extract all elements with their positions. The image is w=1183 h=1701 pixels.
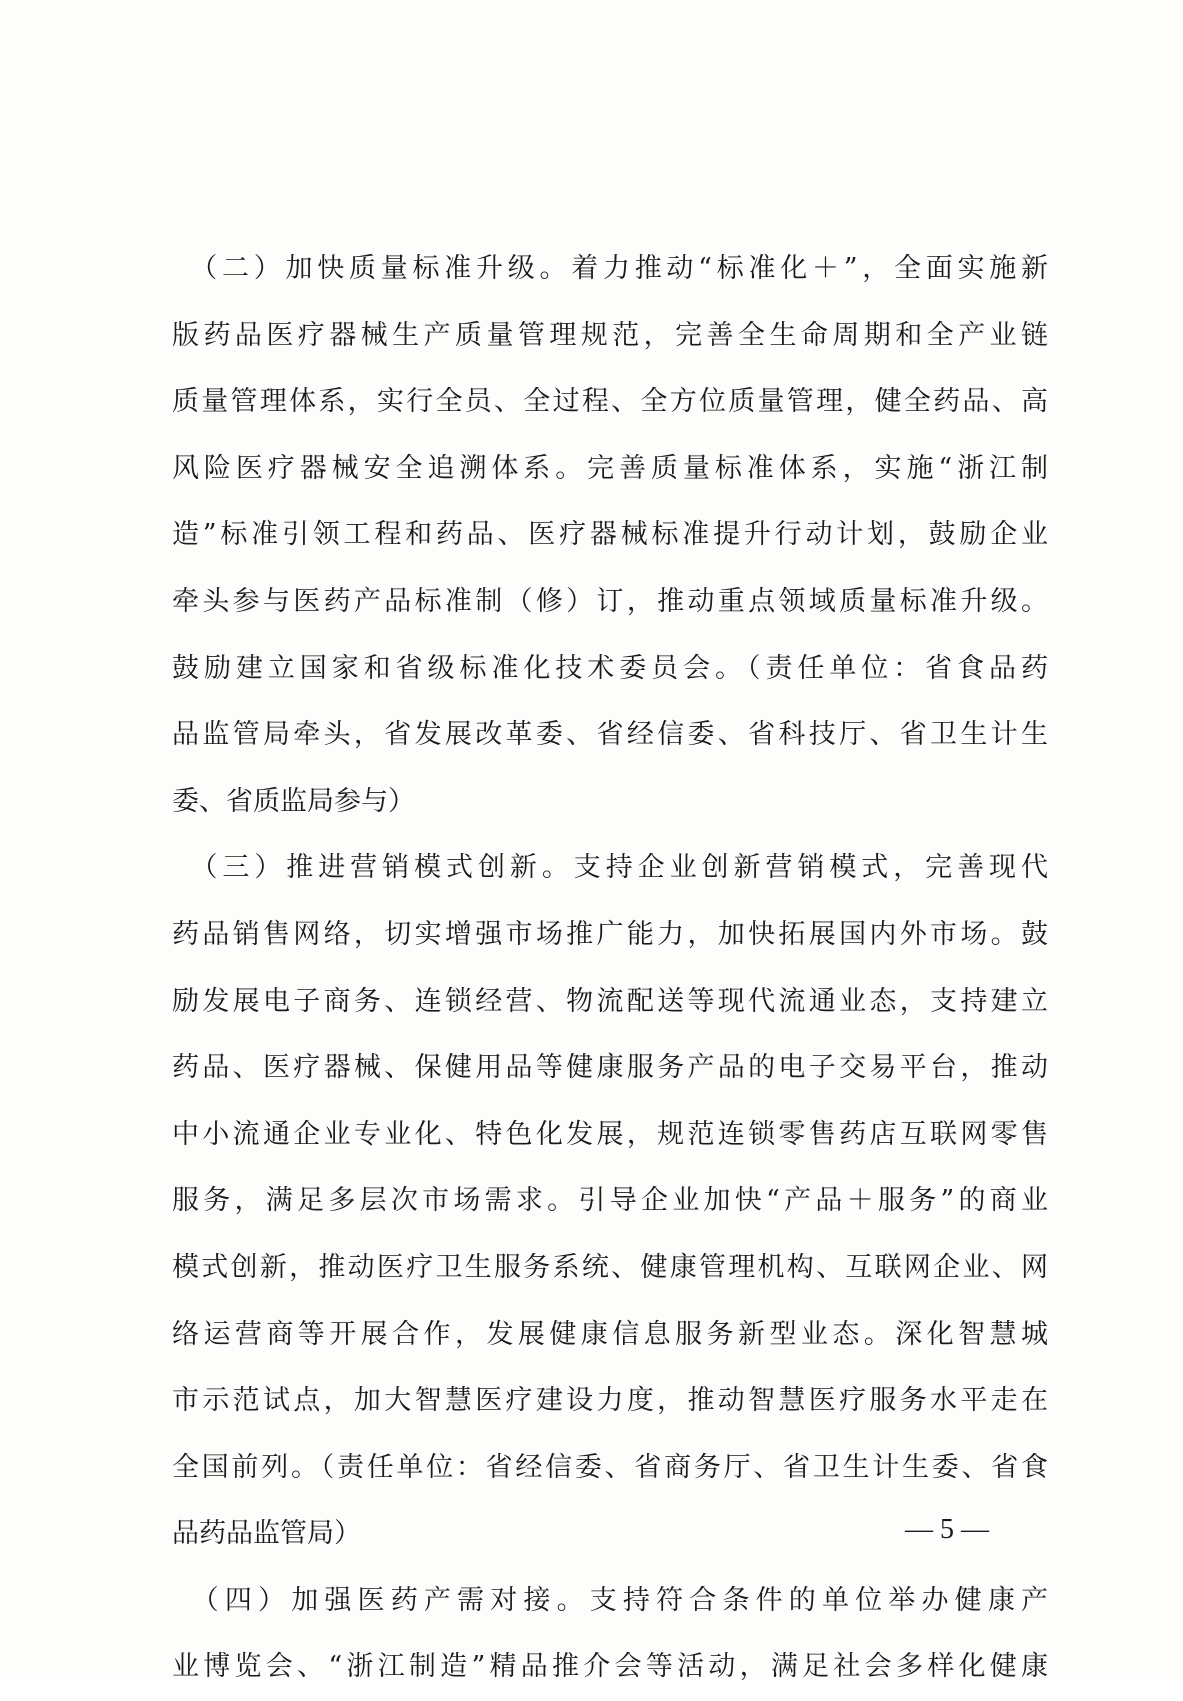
- text-line: 鼓励建立国家和省级标准化技术委员会。（责任单位：省食品药: [172, 652, 1048, 684]
- text-line: 风险医疗器械安全追溯体系。完善质量标准体系，实施“浙江制: [172, 452, 1048, 484]
- text-line: 励发展电子商务、连锁经营、物流配送等现代流通业态，支持建立: [172, 985, 1048, 1017]
- text-line: 委、省质监局参与）: [172, 785, 415, 817]
- text-line: 药品、医疗器械、保健用品等健康服务产品的电子交易平台，推动: [172, 1052, 1048, 1084]
- text-line: （四）加强医药产需对接。支持符合条件的单位举办健康产: [172, 1584, 1048, 1616]
- text-line: 版药品医疗器械生产质量管理规范，完善全生命周期和全产业链: [172, 319, 1048, 351]
- text-line: （三）推进营销模式创新。支持企业创新营销模式，完善现代: [172, 852, 1048, 884]
- text-line: 造”标准引领工程和药品、医疗器械标准提升行动计划，鼓励企业: [172, 519, 1048, 551]
- paragraph-quality-standards: [172, 236, 1048, 835]
- text-line: 模式创新，推动医疗卫生服务系统、健康管理机构、互联网企业、网: [172, 1251, 1048, 1283]
- text-line: 质量管理体系，实行全员、全过程、全方位质量管理，健全药品、高: [172, 386, 1048, 418]
- text-line: 药品销售网络，切实增强市场推广能力，加快拓展国内外市场。鼓: [172, 918, 1048, 950]
- paragraph-marketing-innovation: [172, 835, 1048, 1568]
- text-line: 市示范试点，加大智慧医疗建设力度，推动智慧医疗服务水平走在: [172, 1385, 1048, 1417]
- page-number: — 5 —: [905, 1514, 989, 1545]
- text-line: 品监管局牵头，省发展改革委、省经信委、省科技厅、省卫生计生: [172, 719, 1048, 751]
- text-line: 品药品监管局）: [172, 1518, 361, 1550]
- text-line: 中小流通企业专业化、特色化发展，规范连锁零售药店互联网零售: [172, 1118, 1048, 1150]
- text-line: 业博览会、“浙江制造”精品推介会等活动，满足社会多样化健康: [172, 1651, 1048, 1683]
- text-line: 全国前列。（责任单位：省经信委、省商务厅、省卫生计生委、省食: [172, 1451, 1048, 1483]
- document-body: [172, 236, 1048, 1701]
- text-line: （二）加快质量标准升级。着力推动“标准化＋”，全面实施新: [172, 253, 1048, 284]
- text-line: 络运营商等开展合作，发展健康信息服务新型业态。深化智慧城: [172, 1318, 1048, 1350]
- text-line: 服务，满足多层次市场需求。引导企业加快“产品＋服务”的商业: [172, 1185, 1048, 1217]
- text-line: 牵头参与医药产品标准制（修）订，推动重点领域质量标准升级。: [172, 585, 1048, 617]
- paragraph-supply-demand: [172, 1568, 1048, 1701]
